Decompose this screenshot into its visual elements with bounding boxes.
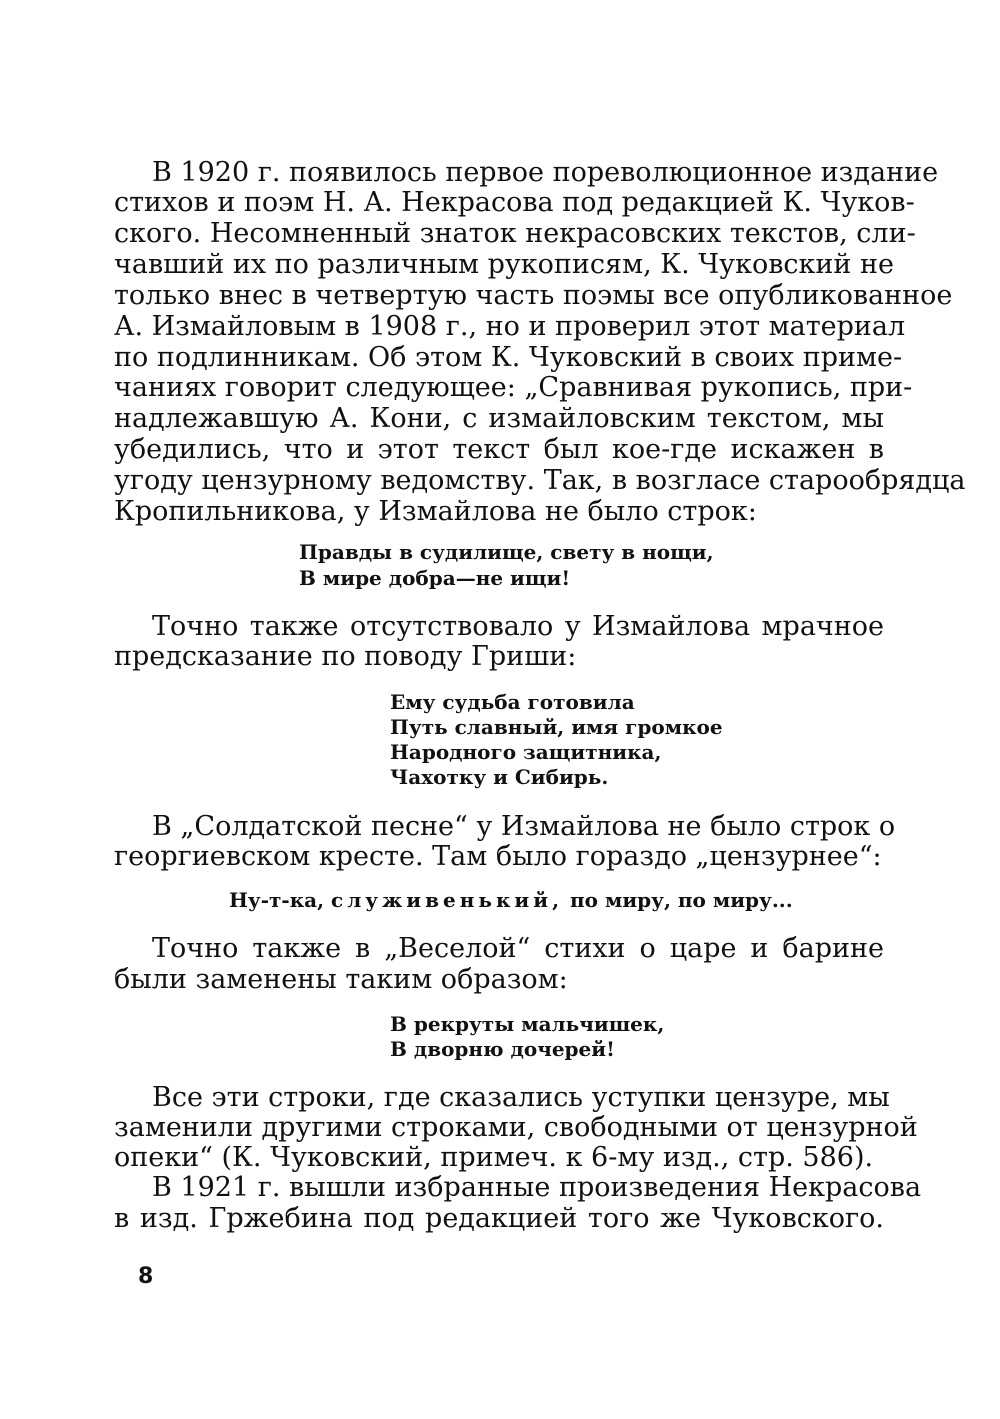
text-line: заменили другими строками, свободными от цензурной	[114, 1112, 918, 1143]
text-line: по подлинникам. Об этом К. Чуковский в своих приме-	[114, 342, 903, 373]
text-line: А. Измайловым в 1908 г., но и проверил этот материал	[114, 311, 906, 342]
verse-line: Народного защитника,	[390, 740, 662, 764]
text-line: чаниях говорит следующее: „Сравнивая рукопись, при-	[114, 372, 913, 403]
verse-text: по миру, по миру...	[570, 888, 793, 912]
verse-line: В дворню дочерей!	[390, 1037, 615, 1061]
text-line: В 1921 г. вышли избранные произведения Некрасова	[152, 1172, 922, 1203]
text-line: В 1920 г. появилось первое пореволюционное издание	[152, 157, 939, 188]
text-line: Все эти строки, где сказались уступки цензуре, мы	[152, 1082, 890, 1113]
verse-line: Чахотку и Сибирь.	[390, 765, 609, 789]
verse-text: Ну-т-ка,	[229, 888, 325, 912]
verse-text-spaced: служивенький,	[331, 888, 564, 912]
text-line: были заменены таким образом:	[114, 964, 568, 995]
text-line: только внес в четвертую часть поэмы все опубликованное	[114, 280, 953, 311]
verse-line: Правды в судилище, свету в нощи,	[299, 540, 714, 564]
page-number: 8	[138, 1264, 154, 1289]
text-line: Точно также отсутствовало у Измайлова мрачное	[152, 611, 884, 642]
verse-line: В мире добра—не ищи!	[299, 566, 571, 590]
text-line: В „Солдатской песне“ у Измайлова не было строк о	[152, 811, 896, 842]
text-line: убедились, что и этот текст был кое-где искажен в	[114, 434, 884, 465]
text-line: ского. Несомненный знаток некрасовских текстов, сли-	[114, 218, 916, 249]
text-line: угоду цензурному ведомству. Так, в возгласе старообрядца	[114, 465, 966, 496]
text-line: чавший их по различным рукописям, К. Чуковский не	[114, 249, 894, 280]
verse-line: Ему судьба готовила	[390, 690, 635, 714]
text-line: Кропильникова, у Измайлова не было строк:	[114, 496, 757, 527]
text-line: георгиевском кресте. Там было гораздо „цензурнее“:	[114, 841, 882, 872]
text-line: в изд. Гржебина под редакцией того же Чуковского.	[114, 1203, 884, 1234]
verse-quote-3	[229, 888, 793, 912]
verse-line: Путь славный, имя громкое	[390, 715, 723, 739]
text-line: стихов и поэм Н. А. Некрасова под редакцией К. Чуков-	[114, 187, 915, 218]
verse-line: В рекруты мальчишек,	[390, 1012, 665, 1036]
text-line: Точно также в „Веселой“ стихи о царе и барине	[152, 933, 884, 964]
text-line: надлежавшую А. Кони, с измайловским текстом, мы	[114, 403, 884, 434]
text-line: предсказание по поводу Гриши:	[114, 641, 577, 672]
text-line: опеки“ (К. Чуковский, примеч. к 6-му изд., стр. 586).	[114, 1142, 874, 1173]
